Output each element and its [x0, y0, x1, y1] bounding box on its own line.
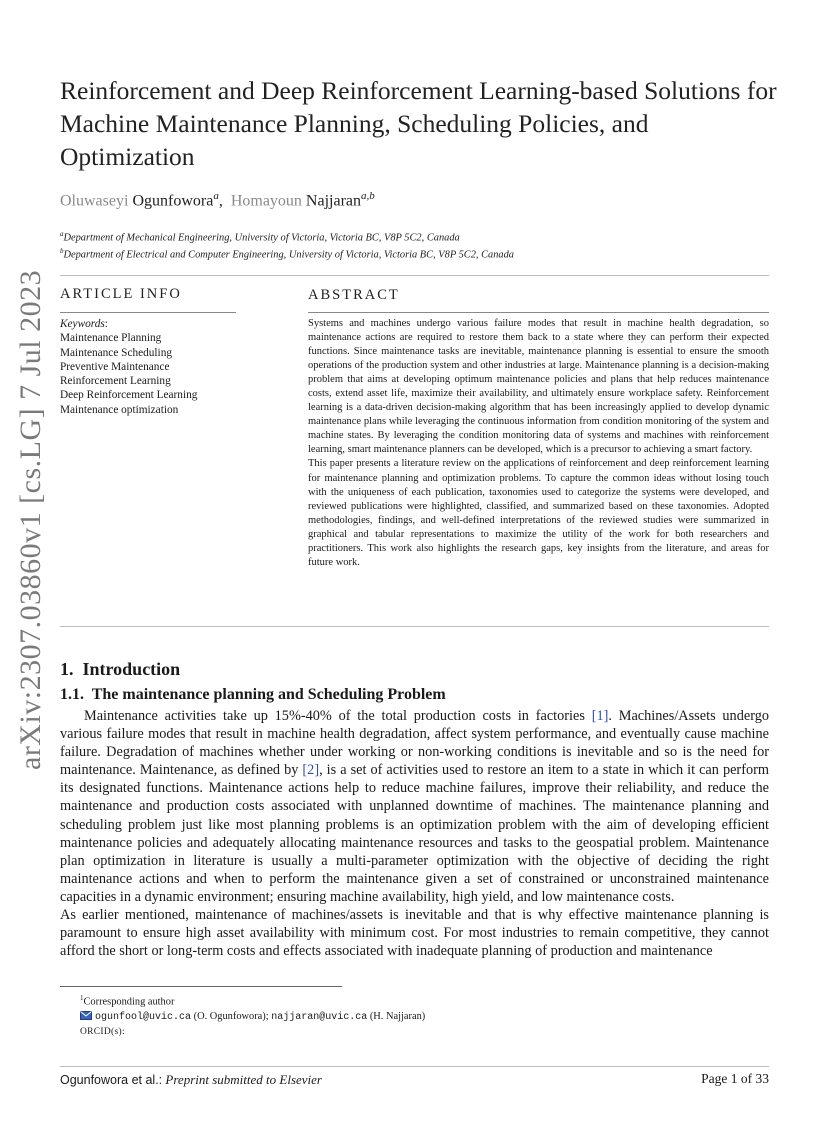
divider [60, 275, 769, 276]
citation-link[interactable]: [2] [302, 762, 320, 779]
affiliation [60, 230, 460, 243]
paper-title: Reinforcement and Deep Reinforcement Learning-based Solutions for Machine Maintenance Planning, Scheduling Policies, and Optimization [60, 76, 777, 171]
abstract-body [308, 317, 769, 570]
abstract-heading: ABSTRACT [308, 287, 400, 303]
author-affil-mark: a [213, 190, 219, 202]
author-family-name: Najjaran [305, 192, 361, 210]
footnotes [80, 991, 425, 1040]
affiliation-text: Department of Mechanical Engineering, University of Victoria, Victoria BC, V8P 5C2, Canada [63, 232, 460, 244]
author-affil-mark: a,b [361, 190, 375, 202]
keyword: Deep Reinforcement Learning [60, 389, 198, 402]
author-given-name: Homayoun [230, 192, 302, 210]
abstract-paragraph: Systems and machines undergo various failure modes that result in machine health degradation, so maintenance actions are required to restore them back to a state where they can perform their expected functions. Since maintenance tasks are inevitable, maintenance planning is essential to ensure the smooth operations of the production system and other industries at large. Maintenance planning is a decision-making problem that aims at developing optimum maintenance policies and plans that help reduces maintenance costs, extend asset life, maximize their availability, and ultimately ensure workplace safety. Reinforcement learning is a data-driven decision-making algorithm that has been increasingly applied to develop dynamic maintenance plans while leveraging the continuous information from condition monitoring of the system and machine states. By leveraging the condition monitoring data of systems and machines with reinforcement learning, smart maintenance planners can be developed, which is a precursor to achieving a smart factory. [308, 318, 769, 456]
affiliation-mark: a [60, 230, 64, 238]
author-family-name: Ogunfowora [132, 192, 214, 210]
author-list: Oluwaseyi Ogunfowora$^a$, Homayoun Najjaran$^{a,b}$ [60, 190, 375, 210]
body-text-segment: . Machines/Assets undergo various failure modes that result in machine health degradation, affect system performance, and eventually cause machine failure. Degradation of machines whether under working or non-working conditions is inevitable and so is the need for maintenance. Maintenance, as defined by [60, 708, 769, 779]
page-number: Page 1 of 33 [701, 1071, 769, 1086]
section-number: 1. [60, 659, 74, 679]
footer-authors: Ogunfowora et al.: [60, 1073, 163, 1087]
body-paragraph [60, 707, 769, 906]
citation-link[interactable]: [1] [591, 708, 609, 724]
section-title: Introduction [82, 659, 181, 679]
abstract-paragraph: This paper presents a literature review on the applications of reinforcement and deep reinforcement learning for maintenance planning and optimization problems. To capture the common ideas without losing touch with the uniqueness of each publication, taxonomies used to categorize the systems were developed, and reviewed publications were highlighted, classified, and summarized based on these taxonomies. Adopted methodologies, findings, and well-defined interpretations of the reviewed studies were summarized in graphical and tabular representations to maximize the utility of the work for both researchers and practitioners. This work also highlights the research gaps, key insights from the literature, and areas for future work. [308, 458, 769, 568]
body-text-segment: , is a set of activities used to restore an item to a state in which it can perform its designated functions. Maintenance actions help to reduce machine failures, improve their reliability, and reduce the maintenance and production costs associated with unplanned downtime of machines. The maintenance planning and scheduling problem just like most planning problems is an optimization problem with the aim of developing efficient maintenance policies and adequately allocating maintenance resources and tasks to the geospatial problem. Maintenance plan optimization in literature is usually a multi-parameter optimization with the objective of deciding the right maintenance actions and when to perform the maintenance given a set of constrained or unconstrained maintenance capacities in a dynamic environment; ensuring machine availability, high yield, and low maintenance costs. [60, 762, 769, 905]
email-link[interactable]: ogunfool@uvic.ca [95, 1012, 192, 1024]
email-link[interactable]: najjaran@uvic.ca [271, 1012, 368, 1024]
subsection-title: The maintenance planning and Scheduling Problem [91, 686, 446, 703]
subsection-number: 1.1. [60, 686, 84, 703]
footnote-mark: 1 [80, 994, 84, 1002]
keyword: Maintenance Scheduling [60, 346, 172, 359]
section-body [60, 707, 769, 960]
keywords-label: Keywords [60, 318, 105, 330]
footer-divider [60, 1066, 769, 1067]
arxiv-identifier: arXiv:2307.03860v1 [cs.LG] 7 Jul 2023 [14, 269, 47, 770]
orcid-label: ORCID(s): [80, 1027, 125, 1038]
author-given-name: Oluwaseyi [60, 192, 129, 210]
divider [60, 312, 236, 313]
footnote-divider [60, 986, 342, 987]
footer-journal: Preprint submitted to Elsevier [165, 1072, 322, 1087]
keywords-block: Keywords: Maintenance Planning Maintenance Scheduling Preventive Maintenance Reinforcement Learning Deep Reinforcement Learning Maintenance optimization [60, 318, 198, 416]
running-footer [60, 1072, 322, 1088]
email-owner: (O. Ogunfowora); [191, 1011, 272, 1023]
keyword: Preventive Maintenance [60, 360, 170, 373]
divider [308, 312, 769, 313]
corresponding-author-note: Corresponding author [83, 996, 175, 1008]
subsection-heading [60, 686, 446, 704]
affiliation-text: Department of Electrical and Computer Engineering, University of Victoria, Victoria BC, V8P 5C2, Canada [63, 249, 514, 261]
section-heading [60, 659, 180, 680]
keyword: Maintenance Planning [60, 332, 162, 345]
body-paragraph: As earlier mentioned, maintenance of machines/assets is inevitable and that is why effective maintenance planning is paramount to ensure high asset availability with minimum cost. For most industries to remain competitive, they cannot afford the short or long-term costs and effects associated with inadequate planning of production and maintenance [60, 907, 769, 960]
envelope-icon [80, 1011, 92, 1020]
keyword: Reinforcement Learning [60, 375, 171, 388]
divider [60, 626, 769, 627]
affiliation [60, 247, 514, 260]
keyword: Maintenance optimization [60, 403, 179, 416]
body-text-segment: Maintenance activities take up 15%-40% of the total production costs in factories [84, 708, 592, 724]
affiliation-mark: b [60, 247, 64, 255]
article-info-heading: ARTICLE INFO [60, 286, 182, 302]
email-owner: (H. Najjaran) [367, 1011, 426, 1023]
